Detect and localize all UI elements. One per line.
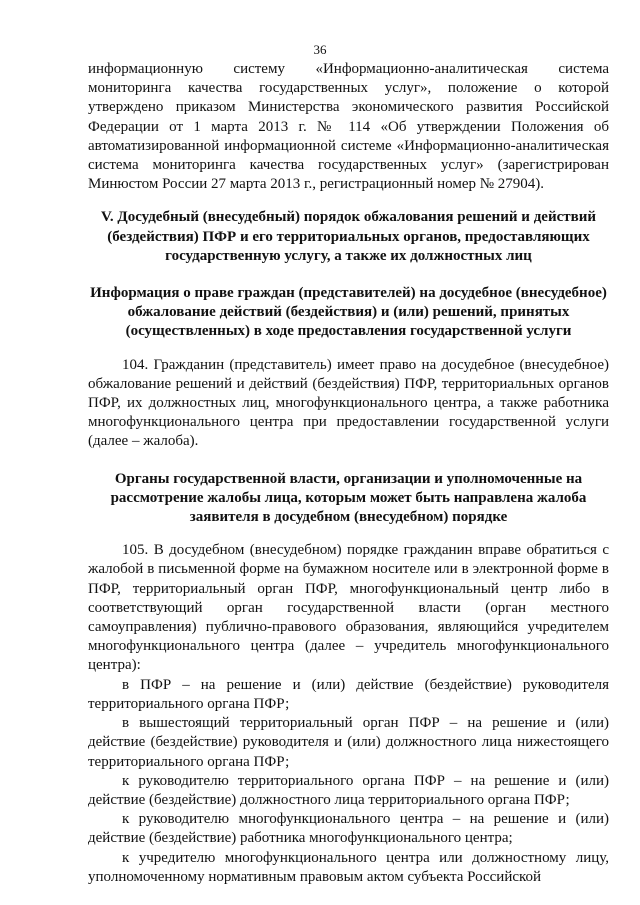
list-item: к учредителю многофункционального центра или должностному лицу, уполномоченному нормативным правовым актом субъекта Российской bbox=[88, 849, 609, 885]
organs-subsection-heading: Органы государственной власти, организации и уполномоченные на рассмотрение жалобы лица, которым может быть направлена жалоба заявителя в досудебном (внесудебном) порядке bbox=[110, 470, 587, 526]
section-v-heading: V. Досудебный (внесудебный) порядок обжалования решений и действий (бездействия) ПФР и его территориальных органов, предоставляющих государственную услугу, а также их должностных лиц bbox=[100, 209, 596, 264]
paragraph-105: 105. В досудебном (внесудебном) порядке гражданин вправе обратиться с жалобой в письменной форме на бумажном носителе или в электронной форме в ПФР, территориальный орган ПФР, многофункциональный центр либо в соответствующий орган государственной власти (орган местного самоуправления) публично-правового образования, являющийся учредителем многофункционального центра (далее – учредитель многофункционального центра): bbox=[88, 542, 609, 674]
paragraph-104: 104. Гражданин (представитель) имеет право на досудебное (внесудебное) обжалование решений и действий (бездействия) ПФР, территориальных органов ПФР, их должностных лиц, многофункционального центра, а также работника многофункционального центра при предоставлении государственной услуги (далее – жалоба). bbox=[88, 356, 609, 450]
list-item: к руководителю территориального органа ПФР – на решение и (или) действие (бездействие) должностного лица территориального органа ПФР; bbox=[88, 772, 609, 808]
page-number: 36 bbox=[313, 42, 327, 57]
list-item: к руководителю многофункционального центра – на решение и (или) действие (бездействие) работника многофункционального центра; bbox=[88, 811, 609, 847]
page-content bbox=[88, 60, 609, 887]
list-item: в ПФР – на решение и (или) действие (бездействие) руководителя территориального органа ПФР; bbox=[88, 676, 609, 712]
rights-subsection-heading: Информация о праве граждан (представителей) на досудебное (внесудебное) обжалование действий (бездействия) и (или) решений, принятых (осуществленных) в ходе предоставления государственной услуги bbox=[90, 285, 607, 340]
list-item: в вышестоящий территориальный орган ПФР – на решение и (или) действие (бездействие) руководителя и (или) должностного лица нижестоящего территориального органа ПФР; bbox=[88, 715, 609, 770]
intro-paragraph: информационную систему «Информационно-аналитическая система мониторинга качества государственных услуг», положение о которой утверждено приказом Министерства экономического развития Российской Федерации от 1 марта 2013 г. № 114 «Об утверждении Положения об автоматизированной информационной системе «Информационно-аналитическая система мониторинга качества государственных услуг» (зарегистрирован Минюстом России 27 марта 2013 г., регистрационный номер № 27904). bbox=[88, 61, 609, 193]
